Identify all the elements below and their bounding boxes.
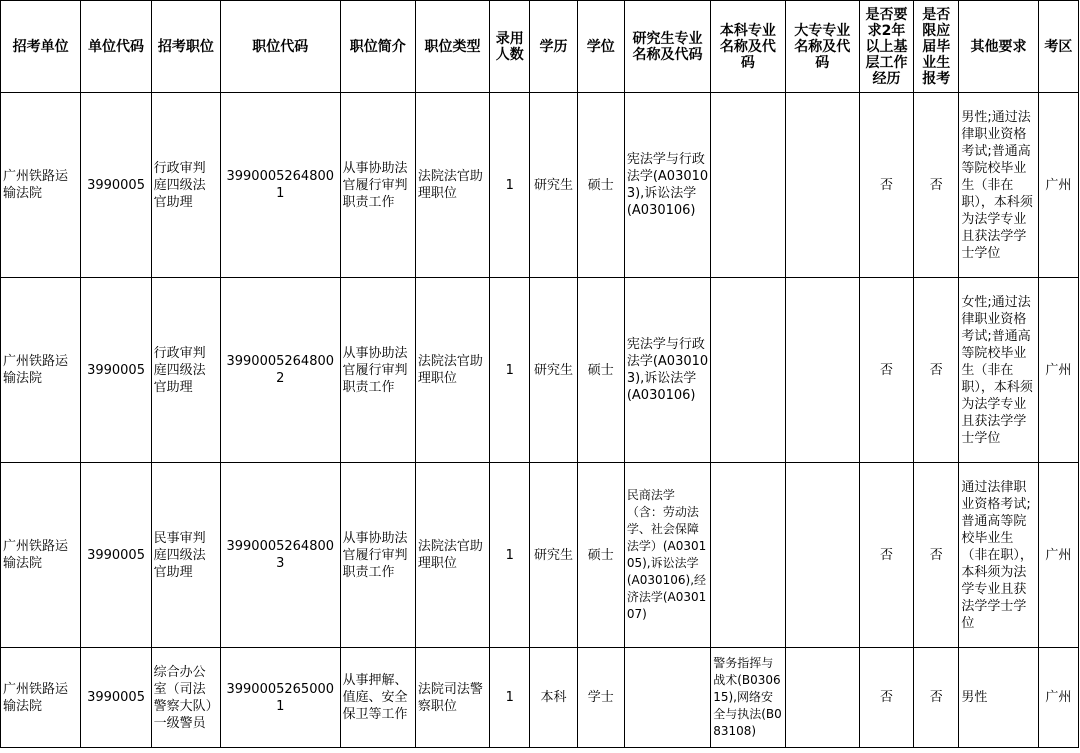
other-req-cell: 男性 — [959, 648, 1038, 748]
table-row — [1, 463, 1079, 648]
unit-code-cell: 3990005 — [81, 278, 151, 463]
college-major-cell — [785, 463, 859, 648]
count-cell: 1 — [490, 278, 530, 463]
grassroots-cell: 否 — [859, 648, 913, 748]
region-cell: 广州 — [1038, 463, 1078, 648]
education-cell: 本科 — [530, 648, 577, 748]
education-cell: 研究生 — [530, 278, 577, 463]
position-code-cell: 39900052650001 — [220, 648, 340, 748]
education-cell: 研究生 — [530, 93, 577, 278]
header-row — [1, 1, 1079, 93]
undergrad-major-cell — [711, 463, 785, 648]
type-cell: 法院法官助理职位 — [415, 278, 489, 463]
region-cell: 广州 — [1038, 278, 1078, 463]
type-cell: 法院法官助理职位 — [415, 93, 489, 278]
other-req-cell: 男性;通过法律职业资格考试;普通高等院校毕业生（非在职），本科须为法学专业且获法学学士学位 — [959, 93, 1038, 278]
header-cell: 学位 — [577, 1, 624, 93]
unit-code-cell: 3990005 — [81, 648, 151, 748]
header-cell: 是否限应届毕业生报考 — [914, 1, 959, 93]
unit-cell: 广州铁路运输法院 — [1, 93, 81, 278]
intro-cell: 从事协助法官履行审判职责工作 — [340, 463, 415, 648]
type-cell: 法院法官助理职位 — [415, 463, 489, 648]
table-row — [1, 648, 1079, 748]
unit-cell: 广州铁路运输法院 — [1, 648, 81, 748]
header-cell: 职位类型 — [415, 1, 489, 93]
grad-major-cell: 宪法学与行政法学(A030103),诉讼法学(A030106) — [624, 278, 710, 463]
header-cell: 本科专业名称及代码 — [711, 1, 785, 93]
region-cell: 广州 — [1038, 93, 1078, 278]
grassroots-cell: 否 — [859, 93, 913, 278]
unit-cell: 广州铁路运输法院 — [1, 463, 81, 648]
count-cell: 1 — [490, 648, 530, 748]
undergrad-major-cell — [711, 278, 785, 463]
header-cell: 大专专业名称及代码 — [785, 1, 859, 93]
grassroots-cell: 否 — [859, 463, 913, 648]
position-code-cell: 39900052648002 — [220, 278, 340, 463]
grad-major-cell: 民商法学（含：劳动法学、社会保障法学）(A030105),诉讼法学(A030106),经济法学(A030107) — [624, 463, 710, 648]
fresh-grad-cell: 否 — [914, 93, 959, 278]
region-cell: 广州 — [1038, 648, 1078, 748]
degree-cell: 硕士 — [577, 463, 624, 648]
fresh-grad-cell: 否 — [914, 463, 959, 648]
grad-major-cell — [624, 648, 710, 748]
unit-code-cell: 3990005 — [81, 463, 151, 648]
undergrad-major-cell: 警务指挥与战术(B030615),网络安全与执法(B083108) — [711, 648, 785, 748]
header-cell: 单位代码 — [81, 1, 151, 93]
table-row — [1, 93, 1079, 278]
fresh-grad-cell: 否 — [914, 648, 959, 748]
header-cell: 招考单位 — [1, 1, 81, 93]
unit-cell: 广州铁路运输法院 — [1, 278, 81, 463]
grassroots-cell: 否 — [859, 278, 913, 463]
degree-cell: 学士 — [577, 648, 624, 748]
position-cell: 民事审判庭四级法官助理 — [151, 463, 220, 648]
count-cell: 1 — [490, 93, 530, 278]
type-cell: 法院司法警察职位 — [415, 648, 489, 748]
table-row — [1, 278, 1079, 463]
position-cell: 综合办公室（司法警察大队）一级警员 — [151, 648, 220, 748]
fresh-grad-cell: 否 — [914, 278, 959, 463]
college-major-cell — [785, 648, 859, 748]
education-cell: 研究生 — [530, 463, 577, 648]
header-cell: 是否要求2年以上基层工作经历 — [859, 1, 913, 93]
degree-cell: 硕士 — [577, 278, 624, 463]
intro-cell: 从事押解、值庭、安全保卫等工作 — [340, 648, 415, 748]
header-cell: 考区 — [1038, 1, 1078, 93]
intro-cell: 从事协助法官履行审判职责工作 — [340, 93, 415, 278]
degree-cell: 硕士 — [577, 93, 624, 278]
header-cell: 研究生专业名称及代码 — [624, 1, 710, 93]
header-cell: 学历 — [530, 1, 577, 93]
unit-code-cell: 3990005 — [81, 93, 151, 278]
undergrad-major-cell — [711, 93, 785, 278]
intro-cell: 从事协助法官履行审判职责工作 — [340, 278, 415, 463]
grad-major-cell: 宪法学与行政法学(A030103),诉讼法学(A030106) — [624, 93, 710, 278]
other-req-cell: 女性;通过法律职业资格考试;普通高等院校毕业生（非在职），本科须为法学专业且获法学学士学位 — [959, 278, 1038, 463]
header-cell: 职位代码 — [220, 1, 340, 93]
header-cell: 招考职位 — [151, 1, 220, 93]
college-major-cell — [785, 278, 859, 463]
header-cell: 职位简介 — [340, 1, 415, 93]
position-cell: 行政审判庭四级法官助理 — [151, 278, 220, 463]
count-cell: 1 — [490, 463, 530, 648]
other-req-cell: 通过法律职业资格考试;普通高等院校毕业生（非在职），本科须为法学专业且获法学学士学位 — [959, 463, 1038, 648]
header-cell: 录用人数 — [490, 1, 530, 93]
position-code-cell: 39900052648003 — [220, 463, 340, 648]
position-cell: 行政审判庭四级法官助理 — [151, 93, 220, 278]
college-major-cell — [785, 93, 859, 278]
position-code-cell: 39900052648001 — [220, 93, 340, 278]
header-cell: 其他要求 — [959, 1, 1038, 93]
